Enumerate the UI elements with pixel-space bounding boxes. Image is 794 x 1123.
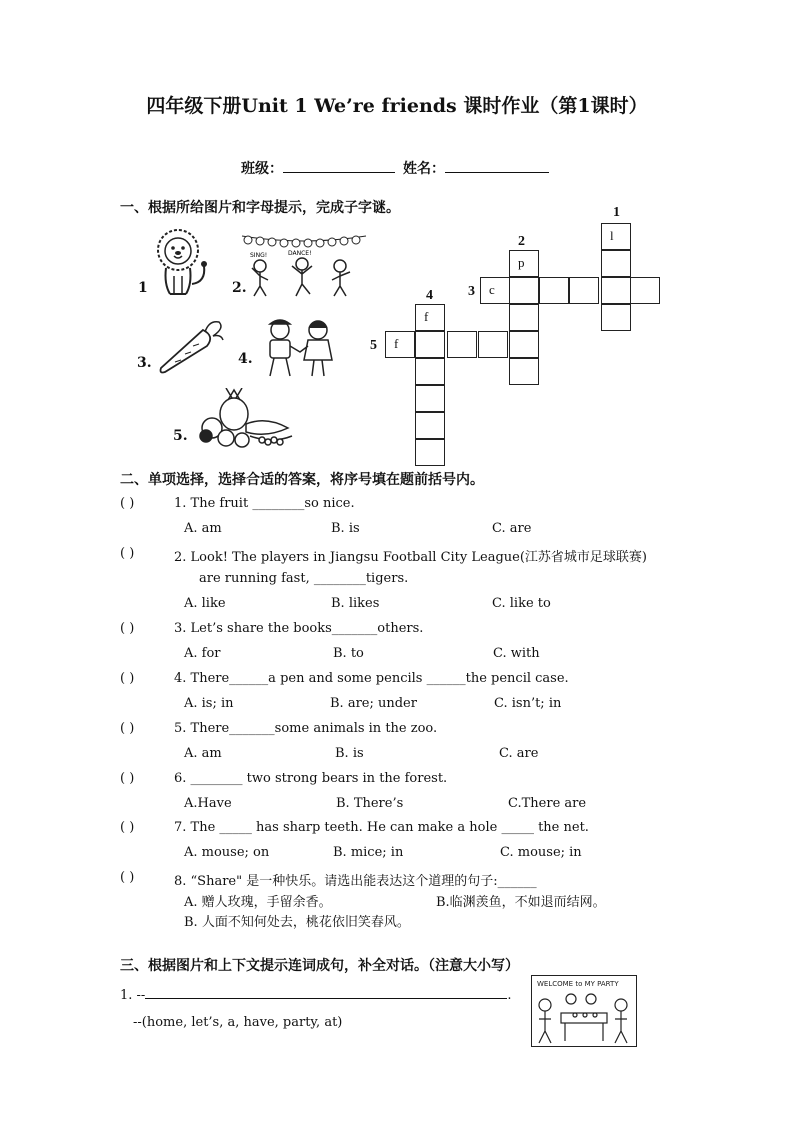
answer-paren[interactable]: ( ) [120, 771, 135, 786]
question-text: 8. “Share" 是一种快乐。请选出能表达这个道理的句子:______ [174, 874, 537, 889]
crossword-cell[interactable] [415, 331, 445, 358]
option-a: A. for [184, 646, 221, 661]
class-label: 班级： [241, 158, 395, 178]
friends-illustration [252, 316, 344, 378]
question-text: 2. Look! The players in Jiangsu Football City League(江苏省城市足球联赛) [174, 550, 647, 565]
crossword-letter: l [610, 228, 614, 243]
option-b: B. is [331, 521, 360, 536]
pic-number-3: 3. [137, 355, 152, 371]
dance-sign: DANCE! [288, 250, 312, 257]
option-b: B. likes [331, 596, 380, 611]
option-a: A. 赠人玫瑰，手留余香。 [184, 895, 332, 910]
option-c: C. with [493, 646, 540, 661]
option-a: A. mouse; on [184, 845, 270, 860]
answer-blank[interactable] [145, 984, 507, 999]
carrot-illustration [155, 318, 227, 376]
option-a: A. am [184, 521, 222, 536]
option-b: B. is [335, 746, 364, 761]
option-b: B. mice; in [333, 845, 404, 860]
crossword-letter: f [394, 336, 399, 351]
option-a: A. is; in [184, 696, 234, 711]
pic-number-2: 2. [232, 280, 247, 296]
answer-paren[interactable]: ( ) [120, 671, 135, 686]
answer-paren[interactable]: ( ) [120, 546, 135, 561]
option-c: B. 人面不知何处去，桃花依旧笑春风。 [184, 915, 410, 930]
question-text-cont: are running fast, ________tigers. [199, 571, 409, 586]
option-b: B. to [333, 646, 364, 661]
answer-paren[interactable]: ( ) [120, 721, 135, 736]
option-a: A.Have [184, 796, 232, 811]
pic-number-4: 4. [238, 351, 253, 367]
crossword-cell[interactable] [415, 439, 445, 466]
section1-heading: 一、根据所给图片和字母提示，完成子字谜。 [120, 200, 400, 216]
section2-heading: 二、单项选择，选择合适的答案，将序号填在题前括号内。 [120, 472, 484, 488]
section3-heading: 三、根据图片和上下文提示连词成句，补全对话。（注意大小写） [120, 958, 519, 974]
question-text: 6. ________ two strong bears in the forest. [174, 771, 448, 786]
crossword-cell[interactable] [509, 358, 539, 385]
clue-number-2: 2 [518, 234, 525, 249]
crossword-cell[interactable] [415, 304, 445, 331]
lion-illustration [152, 226, 210, 298]
crossword-cell[interactable] [478, 331, 508, 358]
clue-number-5: 5 [370, 338, 377, 353]
crossword-cell[interactable] [415, 385, 445, 412]
crossword-cell[interactable] [509, 304, 539, 331]
crossword-letter: p [518, 255, 525, 270]
question-text: 3. Let’s share the books_______others. [174, 621, 424, 636]
crossword-cell[interactable] [601, 304, 631, 331]
option-b: B. There’s [336, 796, 404, 811]
option-c: C. are [499, 746, 539, 761]
option-b: B. are; under [330, 696, 417, 711]
question-text: 4. There______a pen and some pencils ______the pencil case. [174, 671, 569, 686]
option-b: B.临渊羡鱼，不如退而结网。 [436, 895, 606, 910]
clue-number-3: 3 [468, 284, 475, 299]
party-banner: WELCOME to MY PARTY [537, 980, 619, 988]
fruits-illustration [192, 388, 298, 450]
clue-number-4: 4 [426, 288, 433, 303]
crossword-cell[interactable] [415, 358, 445, 385]
s3-item1-words: --(home, let’s, a, have, party, at) [133, 1015, 343, 1030]
crossword-letter: c [489, 282, 495, 297]
crossword-cell[interactable] [447, 331, 477, 358]
answer-paren[interactable]: ( ) [120, 820, 135, 835]
question-text: 5. There_______some animals in the zoo. [174, 721, 438, 736]
option-c: C. isn’t; in [494, 696, 562, 711]
crossword-cell[interactable] [539, 277, 569, 304]
page-title: 四年级下册Unit 1 We’re friends 课时作业（第1课时） [146, 95, 648, 117]
pic-number-5: 5. [173, 428, 188, 444]
s3-item1-line: 1. -- . [120, 984, 511, 1003]
pic-number-1: 1 [138, 280, 148, 296]
answer-paren[interactable]: ( ) [120, 870, 135, 885]
crossword-cell[interactable] [480, 277, 510, 304]
sing-sign: SING! [250, 252, 268, 259]
crossword-cell[interactable] [601, 223, 631, 250]
question-text: 7. The _____ has sharp teeth. He can make a hole _____ the net. [174, 820, 589, 835]
option-c: C.There are [508, 796, 587, 811]
option-a: A. like [184, 596, 226, 611]
crossword-cell[interactable] [385, 331, 415, 358]
party-kids-illustration [240, 228, 368, 300]
crossword-cell[interactable] [569, 277, 599, 304]
question-text: 1. The fruit ________so nice. [174, 496, 355, 511]
option-c: C. are [492, 521, 532, 536]
clue-number-1: 1 [613, 205, 620, 220]
answer-paren[interactable]: ( ) [120, 496, 135, 511]
crossword-cell[interactable] [509, 331, 539, 358]
crossword-cell[interactable] [509, 277, 539, 304]
answer-paren[interactable]: ( ) [120, 621, 135, 636]
party-illustration [531, 975, 637, 1047]
crossword-cell[interactable] [509, 250, 539, 277]
name-label: 姓名： [403, 158, 549, 178]
option-a: A. am [184, 746, 222, 761]
crossword-cell[interactable] [415, 412, 445, 439]
crossword-cell[interactable] [601, 250, 631, 277]
crossword-cell[interactable] [630, 277, 660, 304]
option-c: C. like to [492, 596, 551, 611]
option-c: C. mouse; in [500, 845, 582, 860]
crossword-letter: f [424, 309, 429, 324]
crossword-cell[interactable] [601, 277, 631, 304]
